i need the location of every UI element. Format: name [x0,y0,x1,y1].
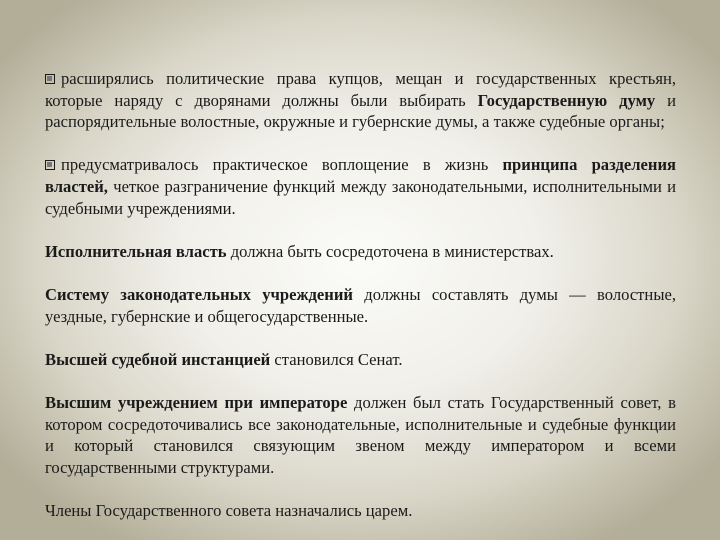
text-run: становился Сенат. [270,349,403,369]
bold-term: Государственную думу [477,90,656,110]
text-run: предусматривалось практическое воплощение в жизнь [61,155,503,175]
text-run: должны составлять думы — волостные, уездные, губернские и общегосударственные. [45,284,676,326]
bold-term: Высшей судебной инстанцией [45,349,271,369]
paragraph-council-members [45,500,676,522]
paragraph-state-council [45,392,676,478]
text-run: должен был стать Государственный совет, в котором сосредоточивались все законодательные, исполнительные и судебные функции и который становился связующим звеном между императором и всеми государственными структурами. [45,392,676,477]
slide-text-body [45,68,676,521]
text-run: Члены Государственного совета назначались царем. [45,500,413,520]
bold-term: Высшим учреждением при императоре [45,392,348,412]
text-run: четкое разграничение функций между законодательными, исполнительными и судебными учреждениями. [45,176,676,218]
paragraph-legislative [45,284,676,327]
bullet-paragraph-separation [45,154,676,219]
paragraph-judicial [45,349,676,371]
text-run: и распорядительные волостные, окружные и губернские думы, а также судебные органы; [45,90,677,132]
paragraph-executive [45,241,676,263]
square-bullet-icon [45,74,55,84]
bold-term: Исполнительная власть [45,241,227,261]
text-run: должна быть сосредоточена в министерствах. [226,241,554,261]
bold-term: Систему законодательных учреждений [45,284,353,304]
bullet-paragraph-rights [45,68,676,133]
bold-term: принципа разделения властей, [45,155,676,196]
square-bullet-icon [45,160,55,170]
text-run: расширялись политические права купцов, мещан и государственных крестьян, которые наряду с дворянами должны были выбирать [45,69,676,110]
